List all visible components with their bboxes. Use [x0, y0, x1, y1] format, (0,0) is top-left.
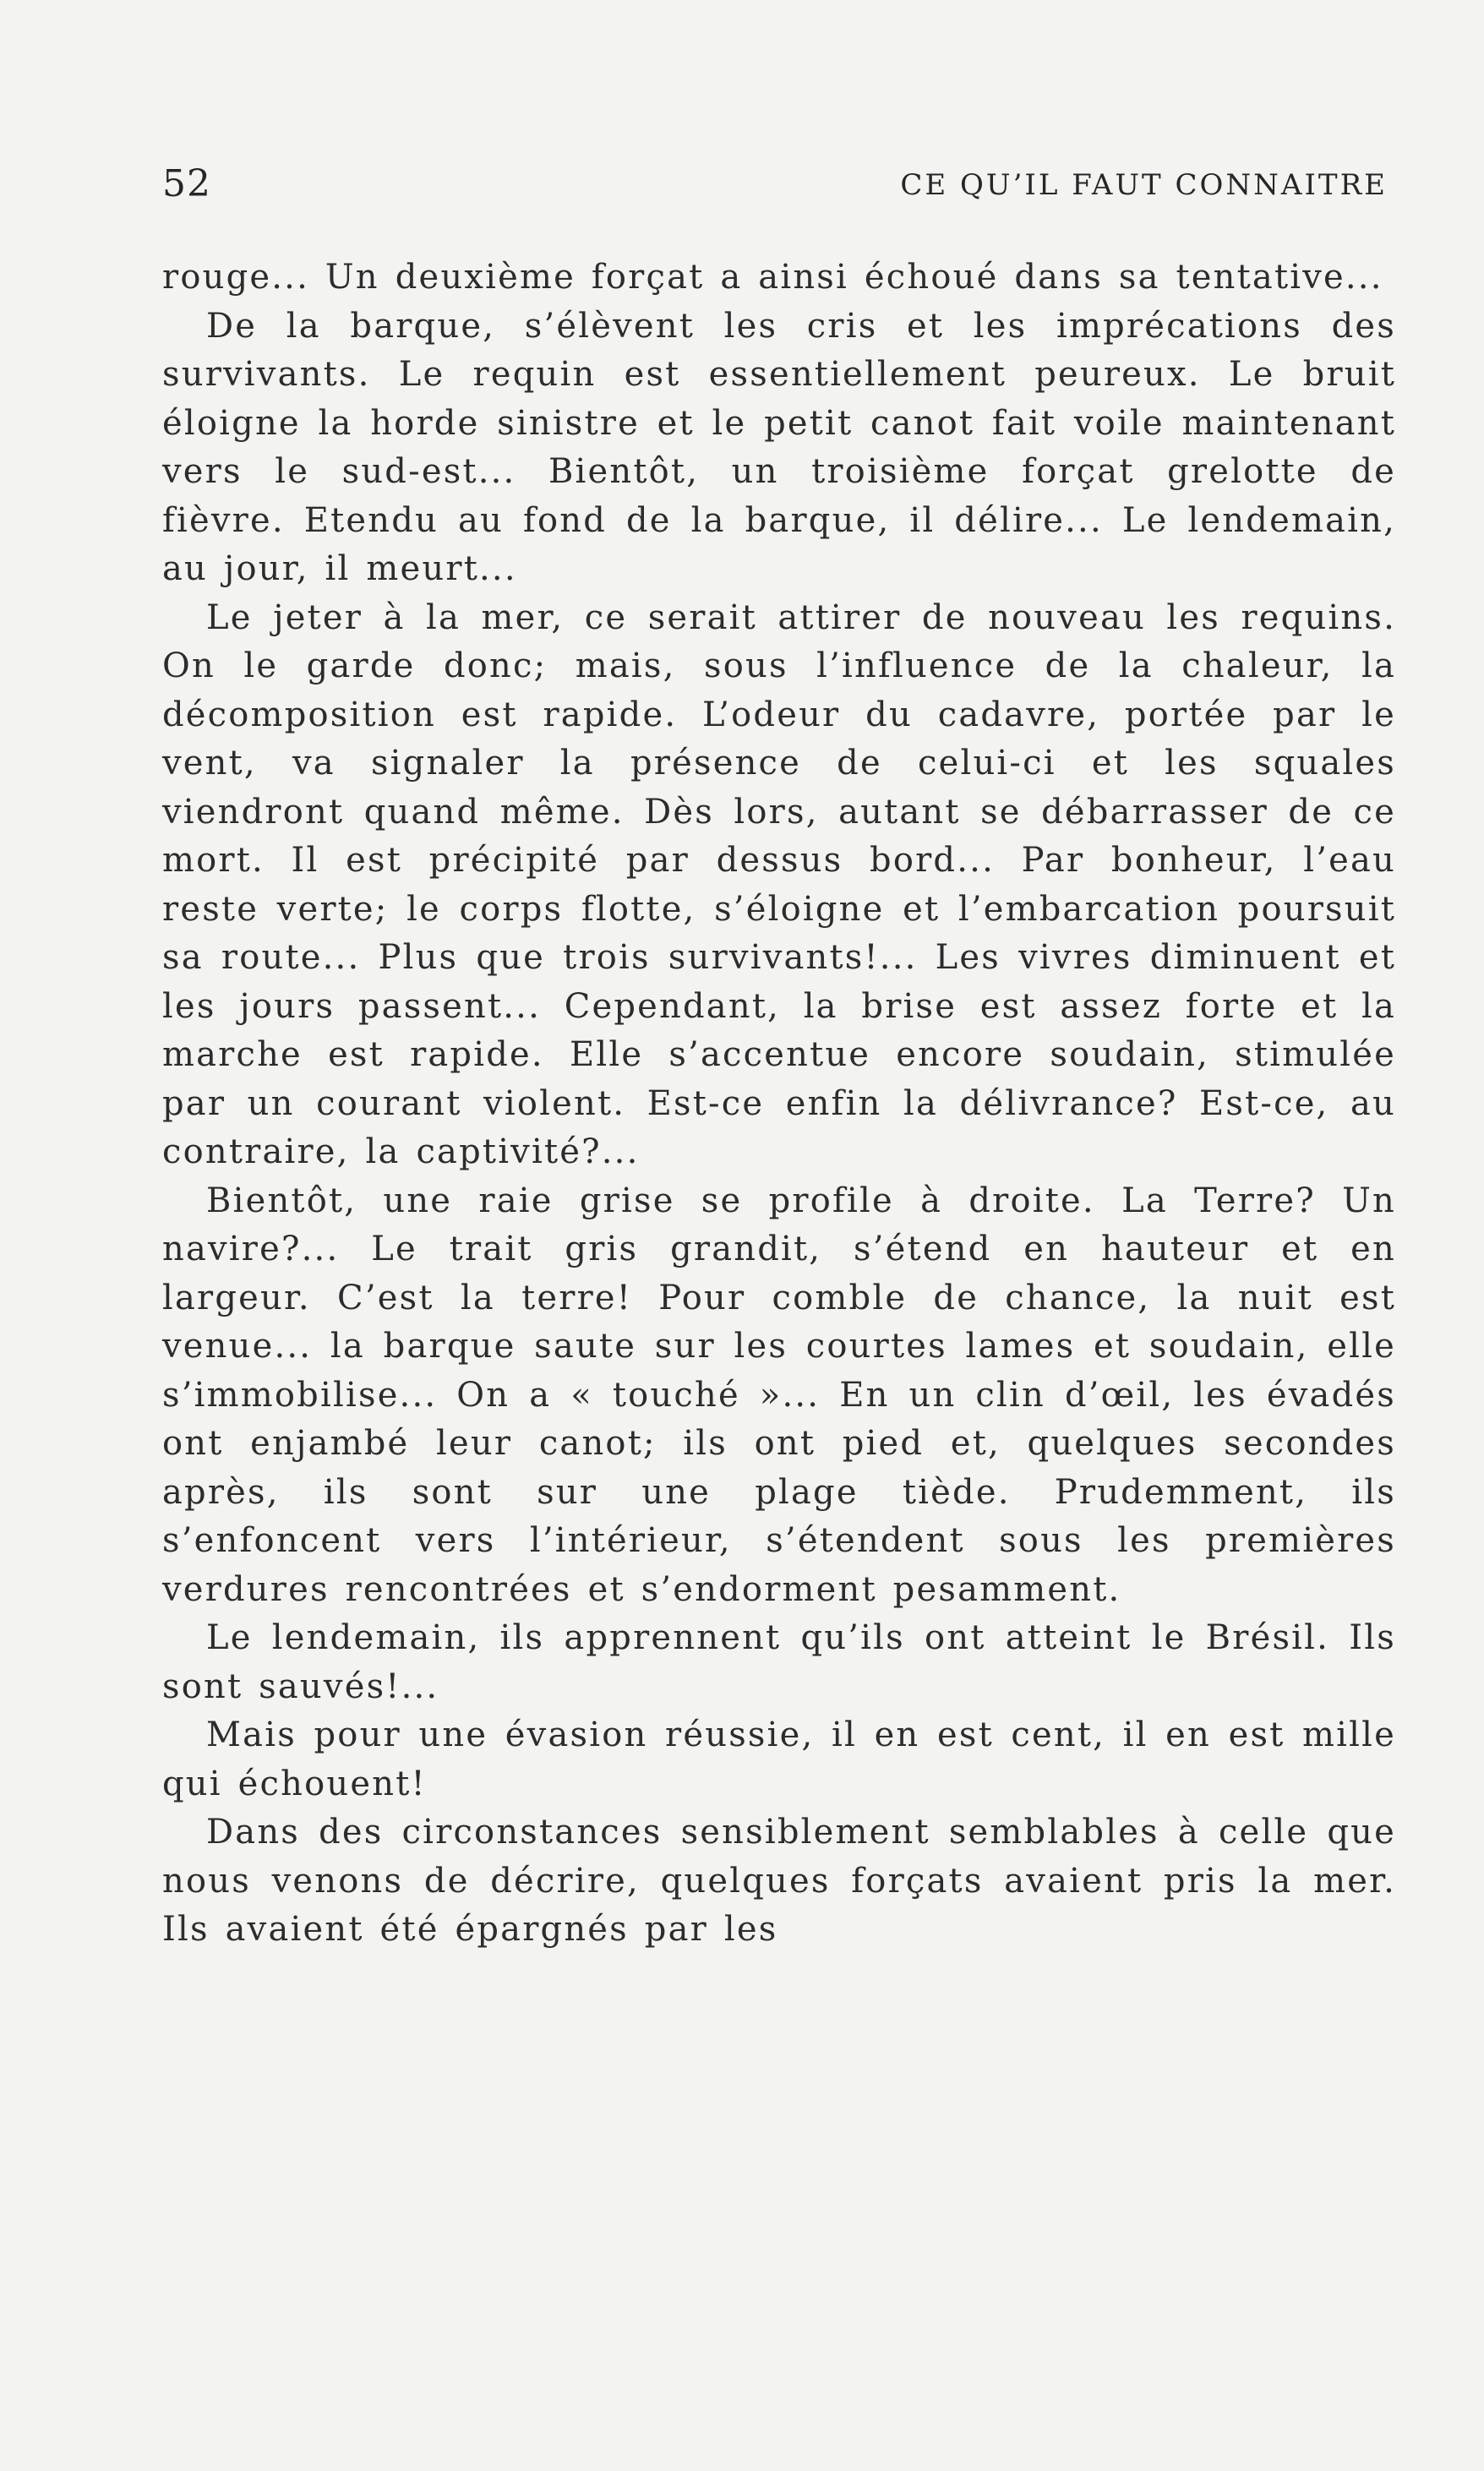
body-text	[162, 254, 1396, 1955]
paragraph: Bientôt, une raie grise se profile à droite. La Terre? Un navire?... Le trait gris grandit, s’étend en hauteur et en largeur. C’est la terre! Pour comble de chance, la nuit est venue... la barque saute sur les courtes lames et soudain, elle s’immobilise... On a « touché »... En un clin d’œil, les évadés ont enjambé leur canot; ils ont pied et, quelques secondes après, ils sont sur une plage tiède. Prudemment, ils s’enfoncent vers l’intérieur, s’étendent sous les premières verdures rencontrées et s’endorment pesamment.	[162, 1181, 1396, 1609]
paragraph: Le jeter à la mer, ce serait attirer de nouveau les requins. On le garde donc; mais, sous l’influence de la chaleur, la décomposition est rapide. L’odeur du cadavre, portée par le vent, va signaler la présence de celui-ci et les squales viendront quand même. Dès lors, autant se débarrasser de ce mort. Il est précipité par dessus bord... Par bonheur, l’eau reste verte; le corps flotte, s’éloigne et l’embarcation poursuit sa route... Plus que trois survivants!... Les vivres diminuent et les jours passent... Cependant, la brise est assez forte et la marche est rapide. Elle s’accentue encore soudain, stimulée par un courant violent. Est-ce enfin la délivrance? Est-ce, au contraire, la captivité?...	[162, 597, 1396, 1171]
paragraph: Dans des circonstances sensiblement semblables à celle que nous venons de décrire, quelques forçats avaient pris la mer. Ils avaient été épargnés par les	[162, 1813, 1396, 1949]
paragraph-continuation: rouge... Un deuxième forçat a ainsi échoué dans sa tentative...	[162, 258, 1383, 297]
paragraph: De la barque, s’élèvent les cris et les imprécations des survivants. Le requin est essentiellement peureux. Le bruit éloigne la horde sinistre et le petit canot fait voile maintenant vers le sud-est... Bientôt, un troisième forçat grelotte de fièvre. Etendu au fond de la barque, il délire... Le lendemain, au jour, il meurt...	[162, 306, 1396, 588]
paragraph: Mais pour une évasion réussie, il en est cent, il en est mille qui échouent!	[162, 1716, 1396, 1803]
page-number: 52	[162, 162, 211, 205]
running-header	[162, 159, 1388, 210]
paragraph: Le lendemain, ils apprennent qu’ils ont atteint le Brésil. Ils sont sauvés!...	[162, 1618, 1396, 1706]
running-title: CE QU’IL FAUT CONNAITRE	[900, 168, 1388, 202]
